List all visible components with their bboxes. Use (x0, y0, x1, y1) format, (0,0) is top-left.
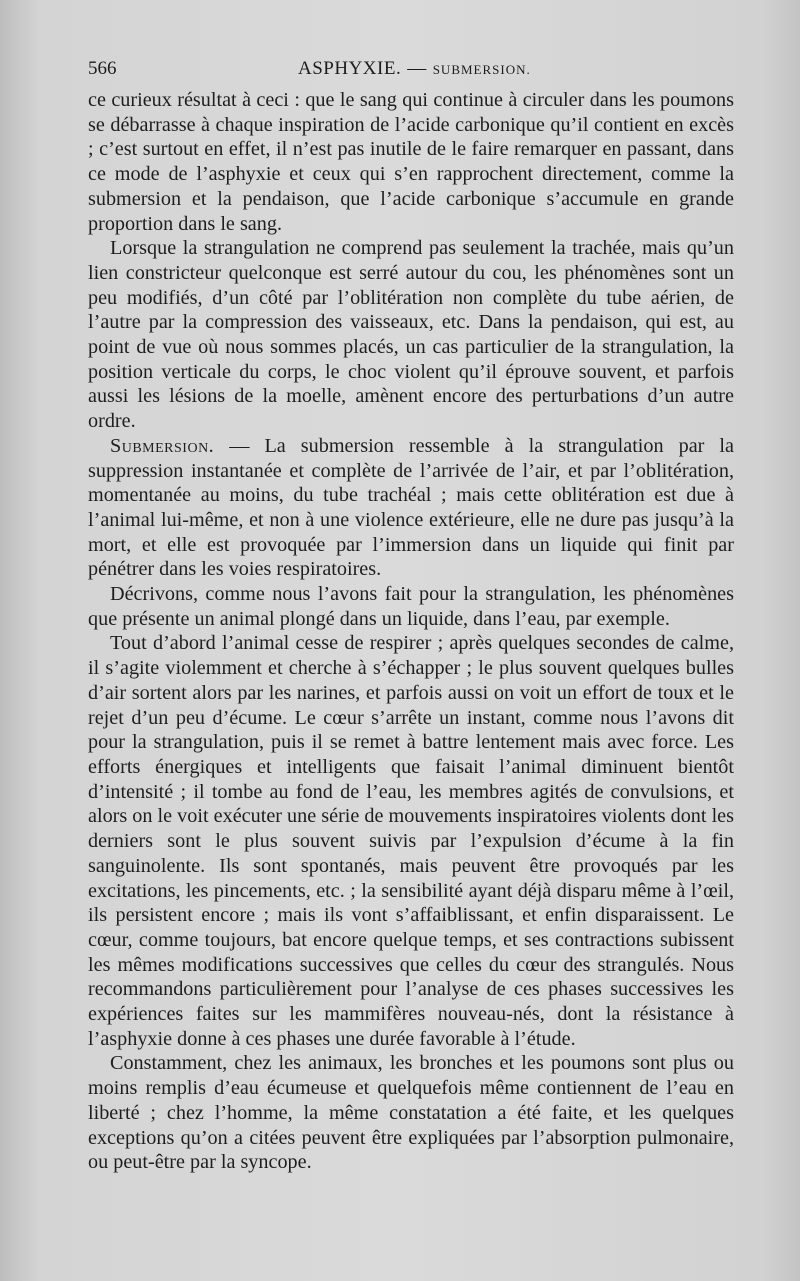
body-text (88, 88, 734, 1175)
paragraph-5: Tout d’abord l’animal cesse de respirer ; après quelques secondes de calme, il s’agite violemment et cherche à s’échapper ; le plus souvent quelques bulles d’air sortent alors par les narines, et parfois aussi on voit un effort de toux et le rejet d’un peu d’écume. Le cœur s’arrête un instant, comme nous l’avons dit pour la strangulation, puis il se remet à battre lentement mais avec force. Les efforts énergiques et intelligents que faisait l’animal diminuent bientôt d’intensité ; il tombe au fond de l’eau, les membres agités de convulsions, et alors on le voit exécuter une série de mouvements inspiratoires violents dont les derniers sont le plus souvent suivis par l’expulsion d’écume à la fin sanguinolente. Ils sont spontanés, mais peuvent être provoqués par les excitations, les pincements, etc. ; la sensibilité ayant déjà disparu même à l’œil, ils persistent encore ; mais ils vont s’affaiblissant, et enfin disparaissent. Le cœur, comme toujours, bat encore quelque temps, et ses contractions subissent les mêmes modifications successives que celles du cœur des strangulés. Nous recommandons particulièrement pour l’analyse de ces phases successives les expériences faites sur les mammifères nouveau-nés, dont la résistance à l’asphyxie donne à ces phases une durée favorable à l’étude. (88, 632, 734, 1050)
paragraph-3-text: — La submersion ressemble à la strangulation par la suppression instantanée et complète de l’arrivée de l’air, et par l’oblitération, momentanée au moins, du tube trachéal ; mais cette oblitération est due à l’animal lui-même, et non à une violence extérieure, elle ne dure pas jusqu’à la mort, et elle est provoquée par l’immersion dans un liquide qui finit par pénétrer dans les voies respiratoires. (88, 434, 734, 581)
running-head-subtitle: SUBMERSION. (432, 62, 531, 77)
paragraph-4: Décrivons, comme nous l’avons fait pour la strangulation, les phénomènes que présente un animal plongé dans un liquide, dans l’eau, par exemple. (88, 583, 734, 630)
page-number: 566 (88, 58, 117, 79)
section-label-submersion: Submersion. (110, 434, 215, 457)
paragraph-2: Lorsque la strangulation ne comprend pas seulement la trachée, mais qu’un lien constricteur quelconque est serré autour du cou, les phénomènes sont un peu modifiés, d’un côté par l’oblitération non complète du tube aérien, de l’autre par la compression des vaisseaux, etc. Dans la pendaison, qui est, au point de vue où nous sommes placés, un cas particulier de la strangulation, la position verticale du corps, le choc violent qu’il éprouve souvent, et parfois aussi les lésions de la moelle, amènent encore des perturbations d’un autre ordre. (88, 237, 734, 433)
running-head-title: ASPHYXIE. (298, 58, 402, 79)
running-head (298, 58, 531, 80)
running-head-separator: — (407, 58, 427, 79)
paragraph-3 (88, 434, 734, 582)
paragraph-6: Constamment, chez les animaux, les bronches et les poumons sont plus ou moins remplis d’eau écumeuse et quelquefois même contiennent de l’eau en liberté ; chez l’homme, la même constatation a été faite, et les quelques exceptions qu’on a citées peuvent être expliquées par l’absorption pulmonaire, ou peut-être par la syncope. (88, 1052, 734, 1174)
page-header (88, 52, 734, 84)
paragraph-1: ce curieux résultat à ceci : que le sang qui continue à circuler dans les poumons se débarrasse à chaque inspiration de l’acide carbonique qu’il contient en excès ; c’est surtout en effet, il n’est pas inutile de le faire remarquer en passant, dans ce mode de l’asphyxie et ceux qui s’en rapprochent directement, comme la submersion et la pendaison, que l’acide carbonique s’accumule en grande proportion dans le sang. (88, 89, 734, 235)
